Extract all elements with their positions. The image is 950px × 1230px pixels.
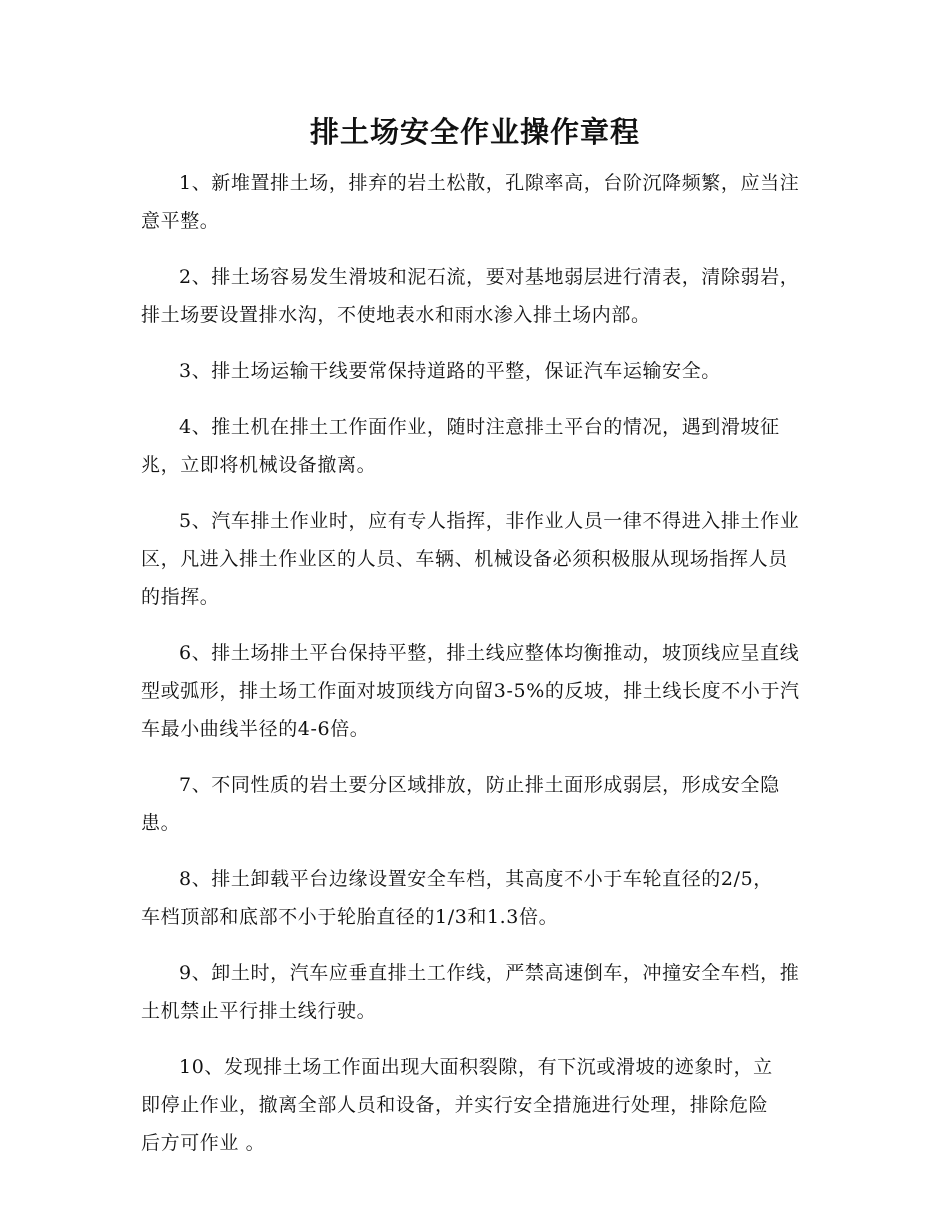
- document-body: [141, 164, 806, 1180]
- document-title: 排土场安全作业操作章程: [309, 115, 640, 149]
- paragraph-8: 8、排土卸载平台边缘设置安全车档，其高度不小于车轮直径的2/5，车档顶部和底部不小于轮胎直径的1/3和1.3倍。: [141, 868, 773, 928]
- paragraph-9: 9、卸土时，汽车应垂直排土工作线，严禁高速倒车，冲撞安全车档，推土机禁止平行排土线行驶。: [141, 962, 800, 1022]
- paragraph-1: 1、新堆置排土场，排弃的岩土松散，孔隙率高，台阶沉降频繁，应当注意平整。: [141, 172, 800, 232]
- paragraph-3: 3、排土场运输干线要常保持道路的平整，保证汽车运输安全。: [179, 360, 721, 382]
- paragraph-2: 2、排土场容易发生滑坡和泥石流，要对基地弱层进行清表，清除弱岩，排土场要设置排水沟，不使地表水和雨水渗入排土场内部。: [141, 266, 800, 326]
- paragraph-6: 6、排土场排土平台保持平整，排土线应整体均衡推动，坡顶线应呈直线型或弧形，排土场工作面对坡顶线方向留3-5%的反坡，排土线长度不小于汽车最小曲线半径的4-6倍。: [141, 642, 800, 740]
- paragraph-10: 10、发现排土场工作面出现大面积裂隙，有下沉或滑坡的迹象时，立即停止作业，撤离全部人员和设备，并实行安全措施进行处理，排除危险后方可作业 。: [141, 1056, 773, 1154]
- paragraph-5: 5、汽车排土作业时，应有专人指挥，非作业人员一律不得进入排土作业区，凡进入排土作业区的人员、车辆、机械设备必须积极服从现场指挥人员的指挥。: [141, 510, 800, 608]
- paragraph-4: 4、推土机在排土工作面作业，随时注意排土平台的情况，遇到滑坡征兆，立即将机械设备撤离。: [141, 416, 780, 476]
- paragraph-7: 7、不同性质的岩土要分区域排放，防止排土面形成弱层，形成安全隐患。: [141, 774, 780, 834]
